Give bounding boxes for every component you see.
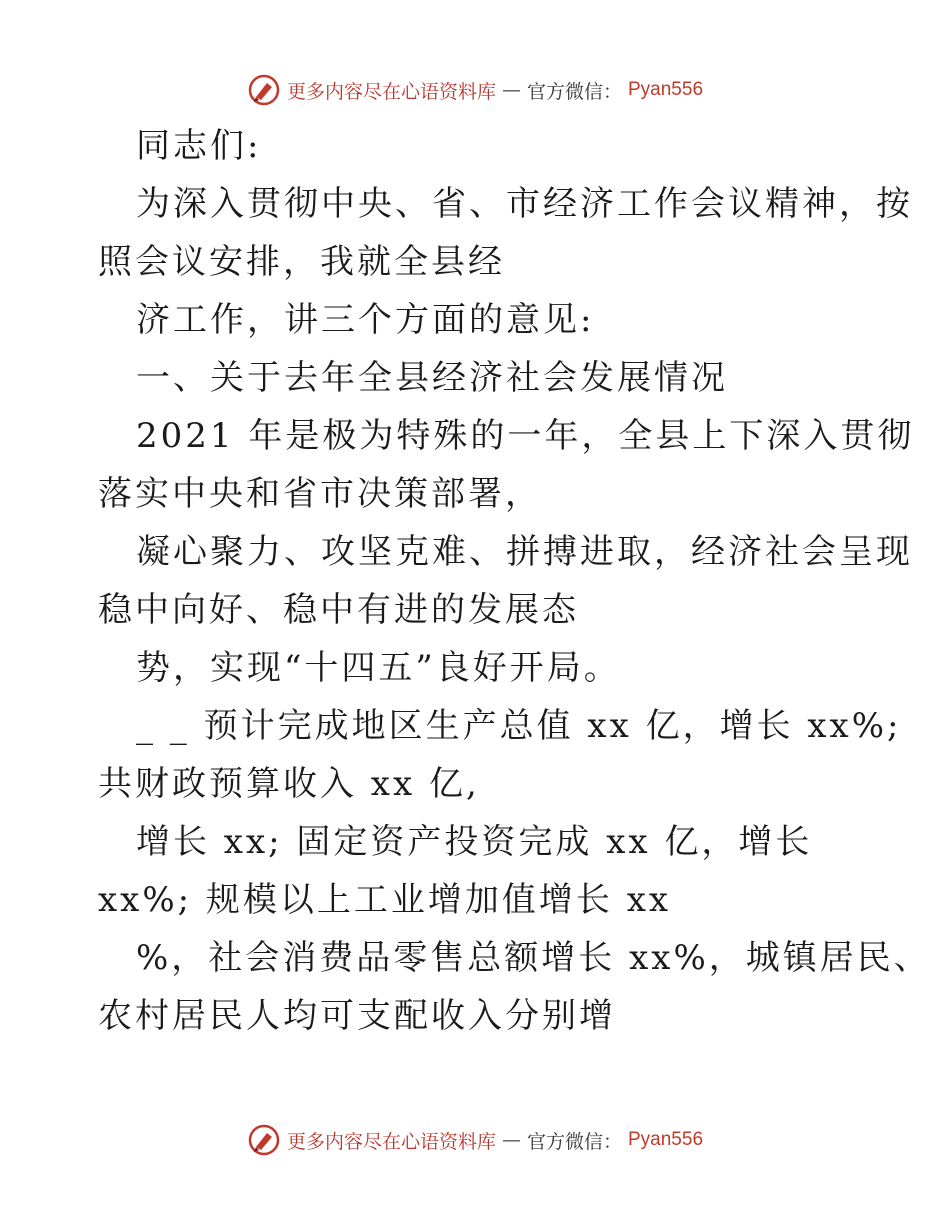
watermark-wechat-id: Pyan556 (628, 1129, 704, 1150)
paragraph-line: %，社会消费品零售总额增长 xx%，城镇居民、 (136, 938, 931, 978)
header-watermark (0, 70, 950, 110)
paragraph-line: 势，实现“十四五”良好开局。 (136, 648, 621, 688)
paragraph-line: _ _ 预计完成地区生产总值 xx 亿，增长 xx%; (136, 706, 902, 746)
watermark-dash: — (501, 79, 521, 101)
paragraph-line: xx%; 规模以上工业增加值增长 xx (98, 880, 672, 920)
section-heading: 一、关于去年全县经济社会发展情况 (136, 358, 728, 398)
paragraph-line: 照会议安排，我就全县经 (98, 242, 505, 282)
watermark-dash: — (501, 1129, 521, 1151)
pen-logo-icon (247, 73, 281, 107)
paragraph-line: 增长 xx; 固定资产投资完成 xx 亿，增长 (136, 822, 813, 862)
watermark-wechat-label: 官方微信： (526, 80, 622, 103)
pen-logo-icon (247, 1123, 281, 1157)
paragraph-line: 济工作，讲三个方面的意见: (136, 300, 595, 340)
watermark-wechat-label: 官方微信： (526, 1130, 622, 1153)
watermark-text: 更多内容尽在心语资料库 (286, 1130, 496, 1153)
paragraph-line: 落实中央和省市决策部署， (98, 474, 542, 514)
paragraph-line: 共财政预算收入 xx 亿, (98, 764, 480, 804)
paragraph-line: 为深入贯彻中央、省、市经济工作会议精神，按 (136, 184, 913, 224)
footer-watermark (0, 1120, 950, 1160)
paragraph-line: 同志们: (136, 126, 262, 166)
paragraph-line: 稳中向好、稳中有进的发展态 (98, 590, 579, 630)
watermark-text: 更多内容尽在心语资料库 (286, 80, 496, 103)
watermark-wechat-id: Pyan556 (628, 79, 704, 100)
paragraph-line: 凝心聚力、攻坚克难、拼搏进取，经济社会呈现 (136, 532, 913, 572)
paragraph-line: 2021 年是极为特殊的一年，全县上下深入贯彻 (136, 416, 915, 456)
paragraph-line: 农村居民人均可支配收入分别增 (98, 996, 616, 1036)
